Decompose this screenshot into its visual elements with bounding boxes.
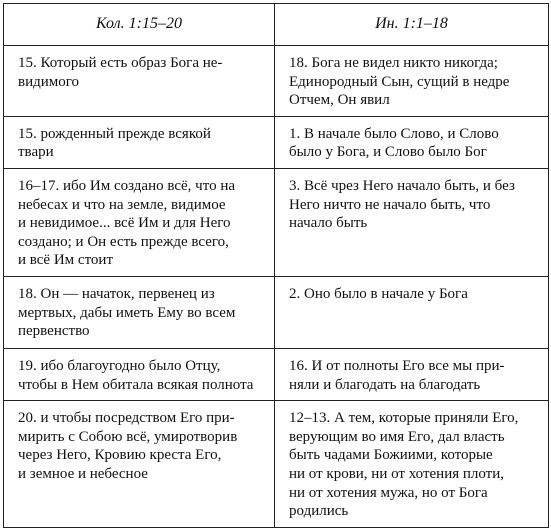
verse-text: 2. Оно было в начале у Бога bbox=[289, 285, 468, 302]
table-cell-john bbox=[275, 168, 549, 276]
verse-text: 16–17. ибо Им создано всё, что на небесах и что на земле, видимое и невидимое... всё Им и для Него создано; и Он есть прежде всего, и всё Им стоит bbox=[18, 177, 236, 269]
table-cell-john bbox=[275, 46, 549, 117]
column-header-colossians: Кол. 1:15–20 bbox=[4, 4, 275, 46]
verse-text: 12–13. А тем, которые приняли Его, верующим во имя Его, дал власть быть чадами Божиими, которые ни от крови, ни от хотения плоти, ни от хотения мужа, но от Бога родились bbox=[289, 410, 519, 520]
table-row bbox=[4, 348, 549, 400]
comparison-table bbox=[3, 3, 549, 528]
table-row bbox=[4, 46, 549, 117]
verse-text: 20. и чтобы посредством Его при- мирить с Собою всё, умиротворив через Него, Кровию креста Его, и земное и небесное bbox=[18, 410, 238, 482]
table-cell-john bbox=[275, 276, 549, 348]
column-header-john: Ин. 1:1–18 bbox=[275, 4, 549, 46]
verse-text: 18. Бога не видел никто никогда; Единородный Сын, сущий в недре Отчем, Он явил bbox=[289, 55, 510, 109]
verse-text: 1. В начале было Слово, и Слово было у Бога, и Слово было Бог bbox=[289, 125, 499, 161]
table-cell-john bbox=[275, 116, 549, 168]
table-header-row bbox=[4, 4, 549, 46]
verse-text: 15. Который есть образ Бога не- видимого bbox=[18, 55, 223, 90]
table-cell-john bbox=[275, 348, 549, 400]
table-row bbox=[4, 276, 549, 348]
verse-text: 3. Всё чрез Него начало быть, и без Него ничто не начало быть, что начало быть bbox=[289, 177, 515, 232]
table-cell-colossians bbox=[4, 168, 275, 276]
verse-text: 15. рожденный прежде всякой твари bbox=[18, 125, 211, 161]
comparison-table-container bbox=[3, 3, 548, 528]
verse-text: 18. Он — начаток, первенец из мертвых, дабы иметь Ему во всем первенство bbox=[18, 285, 236, 340]
table-row bbox=[4, 168, 549, 276]
table-cell-colossians bbox=[4, 46, 275, 117]
table-cell-colossians bbox=[4, 276, 275, 348]
table-cell-colossians bbox=[4, 116, 275, 168]
verse-text: 19. ибо благоугодно было Отцу, чтобы в Нем обитала всякая полнота bbox=[18, 357, 254, 393]
table-row bbox=[4, 116, 549, 168]
table-cell-colossians bbox=[4, 401, 275, 528]
table-row bbox=[4, 401, 549, 528]
table-cell-john bbox=[275, 401, 549, 528]
table-cell-colossians bbox=[4, 348, 275, 400]
verse-text: 16. И от полноты Его все мы при- няли и благодать на благодать bbox=[289, 357, 505, 393]
